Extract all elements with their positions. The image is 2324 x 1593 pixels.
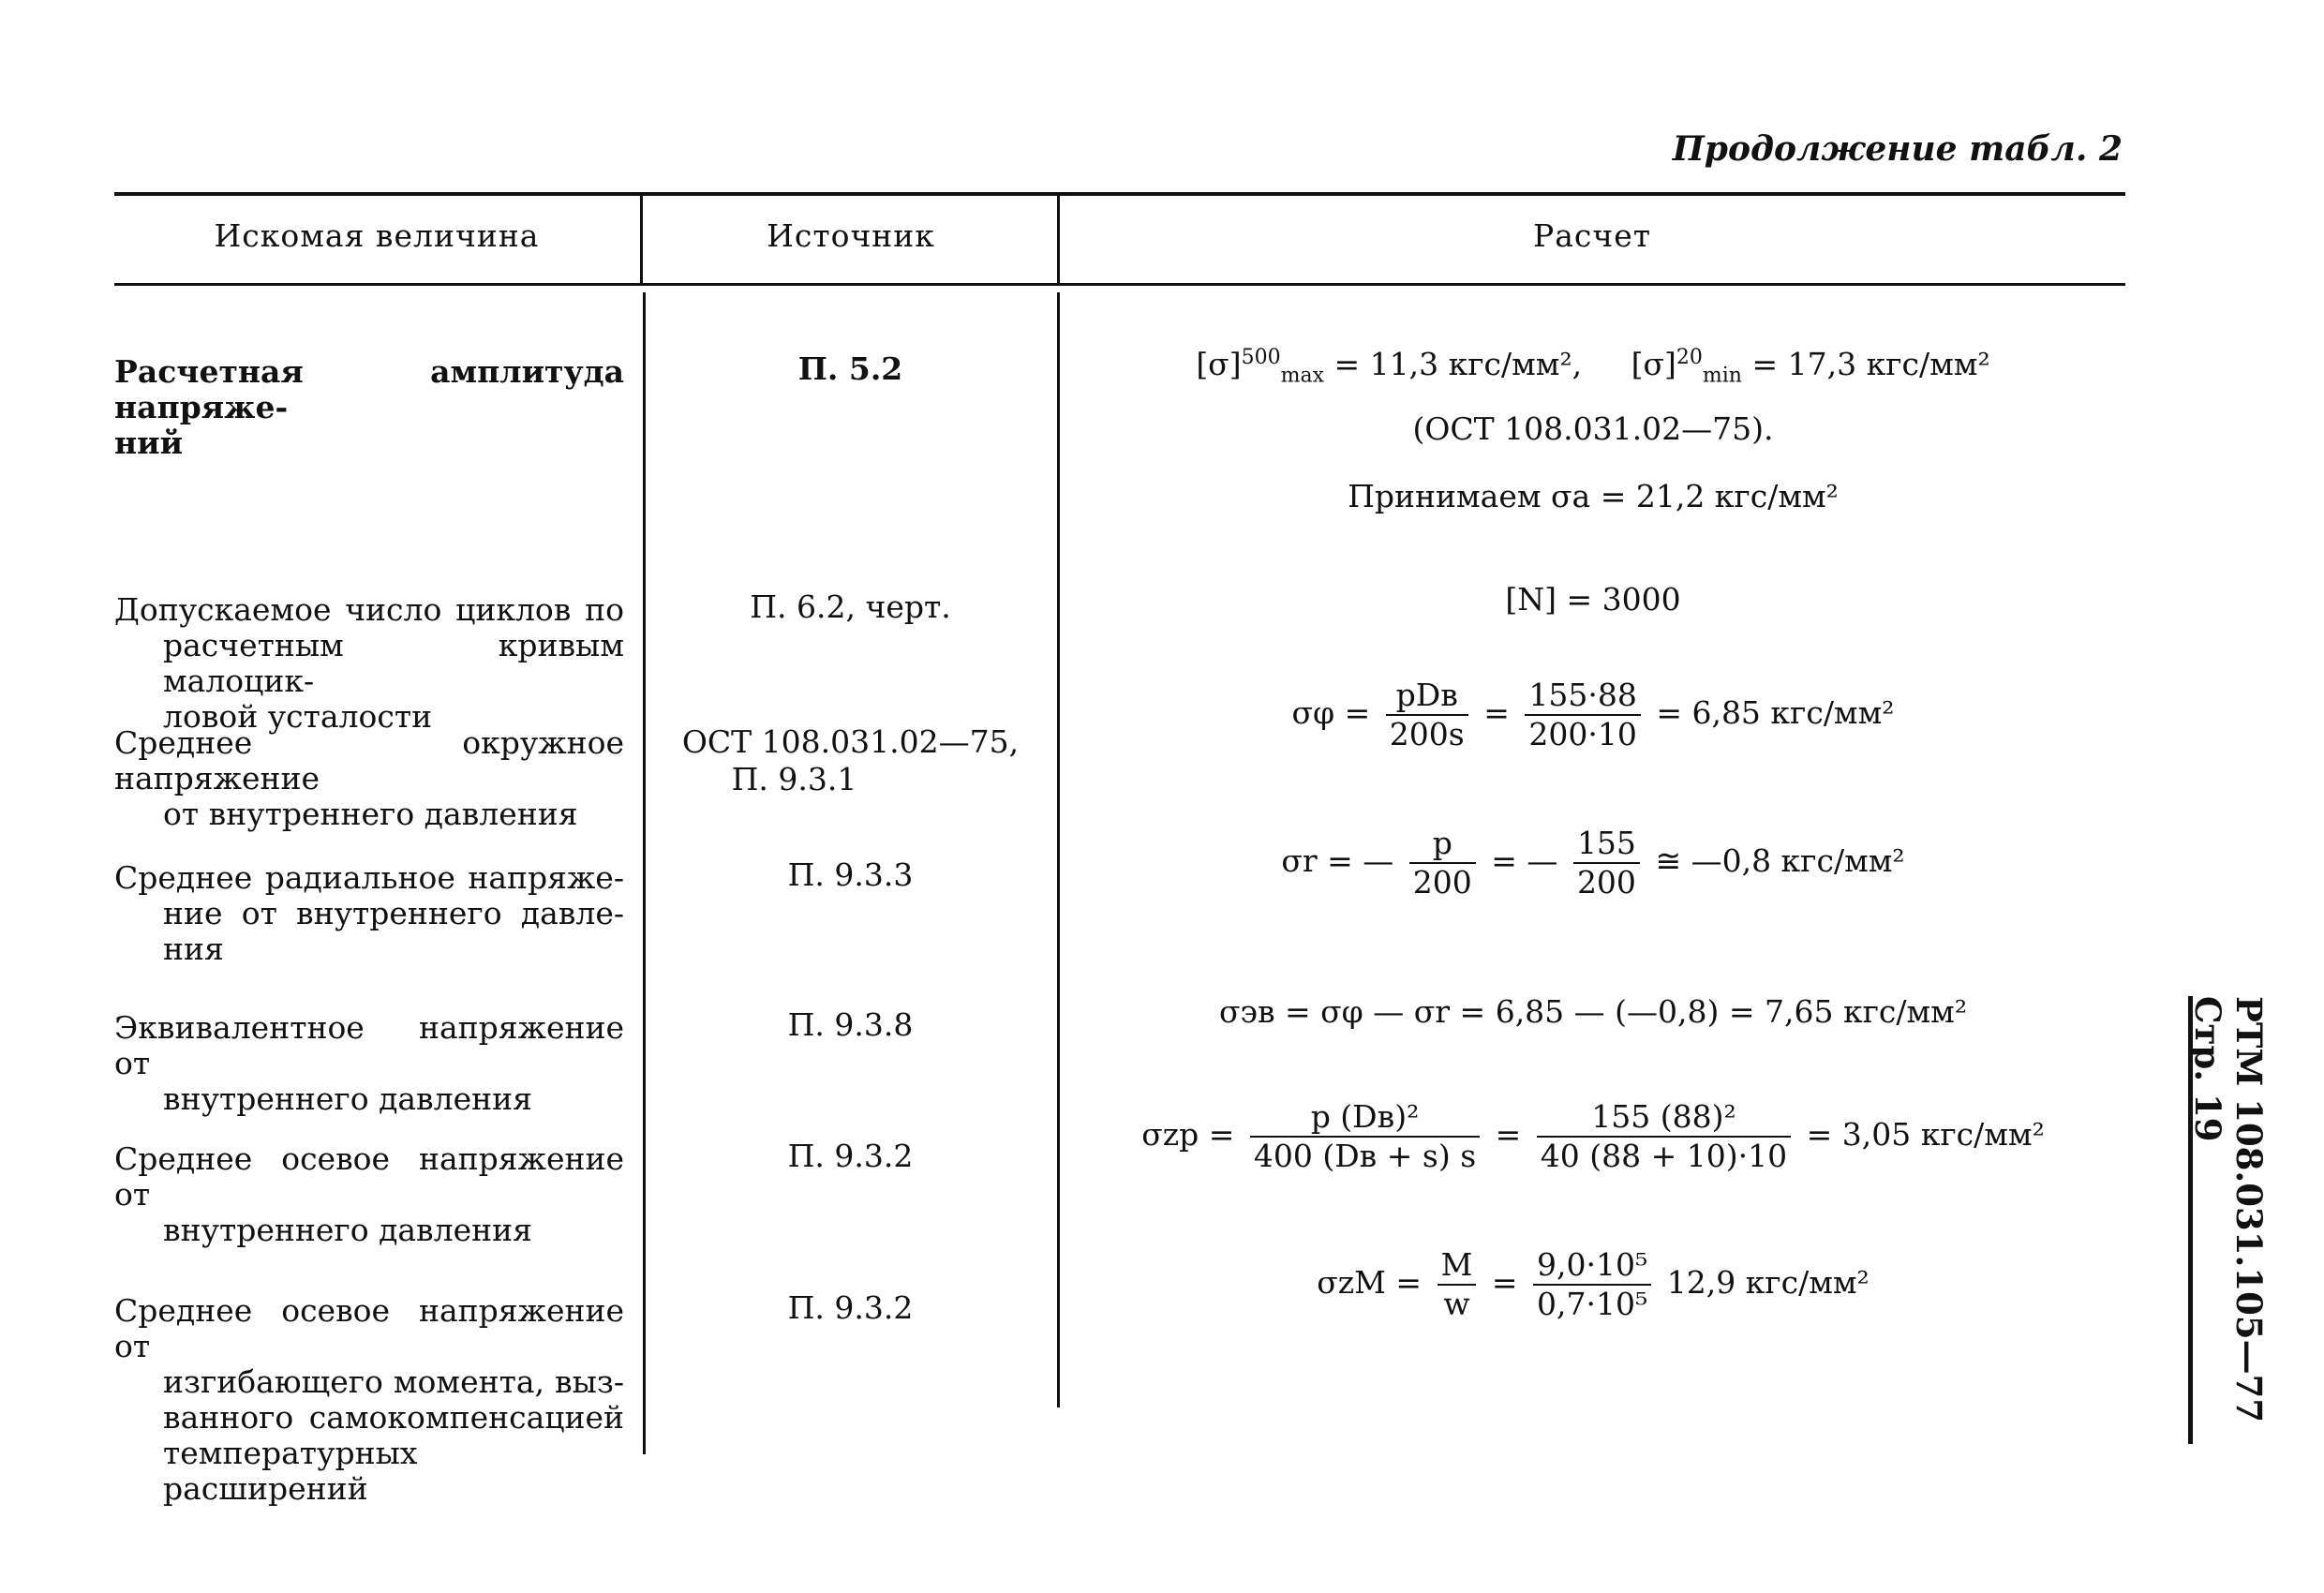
side-document-label: РТМ 108.031.105—77 Стр. 19 xyxy=(2187,996,2270,1423)
row-name: Среднее окружное напряжение от внутреннего давления xyxy=(114,724,624,832)
col-divider-1 xyxy=(643,292,646,1454)
row-name: Допускаемое число циклов по расчетным кривым малоцик- ловой усталости xyxy=(114,591,624,735)
row-calc: σzM = $\frac{M}{w}$ = $\frac{\text{9,0·10⁵}}{\text{0,7·10⁵}}$ 12,9 кгс/мм² xyxy=(1317,1246,1870,1322)
header-rule xyxy=(114,283,2125,286)
row-name: Среднее осевое напряжение от изгибающего момента, выз- ванного самокомпенсацией температурных расширений xyxy=(114,1292,624,1507)
fraction: $\frac{\text{9,0·10⁵}}{\text{0,7·10⁵}}$ xyxy=(1533,1246,1651,1323)
row-source: П. 9.3.3 xyxy=(787,856,914,893)
row-calc-standard: (ОСТ 108.031.02—75). xyxy=(1412,410,1774,447)
top-rule xyxy=(114,192,2125,196)
row-name: Среднее радиальное напряже- ние от внутреннего давле- ния xyxy=(114,859,624,967)
col-divider-2 xyxy=(1057,292,1060,1407)
row-calc: σr = — $\frac{p}{200}$ = — $\frac{155}{200}$ ≅ —0,8 кгс/мм² xyxy=(1281,825,1905,901)
fraction: $\frac{p}{200}$ xyxy=(1409,825,1476,901)
row-source: П. 5.2 xyxy=(797,350,903,387)
row-calc: σэв = σφ — σr = 6,85 — (—0,8) = 7,65 кгс/мм² xyxy=(1218,993,1968,1030)
row-source: П. 6.2, черт. xyxy=(750,588,951,625)
fraction: $\frac{155}{200}$ xyxy=(1573,825,1640,901)
table-continuation-title: Продолжение табл. 2 xyxy=(1672,129,2123,169)
fraction: $\frac{M}{w}$ xyxy=(1438,1246,1477,1323)
fraction: $\frac{\text{155 (88)²}}{40 (88 + 10)\cdot 10}$ xyxy=(1537,1098,1791,1175)
row-source: П. 9.3.2 xyxy=(787,1289,914,1326)
row-calc: [N] = 3000 xyxy=(1505,581,1681,618)
column-header-calc: Расчет xyxy=(1533,217,1651,254)
row-calc: σzp = $\frac{\text{p (Dв)²}}{400 (Dв + s) s}$ = $\frac{\text{155 (88)²}}{40 (88 + 10)\cdot 10}$ = 3,05 кгс/мм² xyxy=(1141,1098,2045,1174)
row-name: Расчетная амплитуда напряже- ний xyxy=(114,353,624,461)
sigma-min-symbol: $[\sigma]^{20}_{min}$ xyxy=(1631,346,1742,388)
fraction: $\frac{\text{p (Dв)²}}{400 (Dв + s) s}$ xyxy=(1250,1098,1480,1175)
col-divider-1-head xyxy=(640,196,643,283)
row-source: П. 9.3.8 xyxy=(787,1006,914,1043)
column-header-name: Искомая величина xyxy=(214,217,540,254)
row-calc: σφ = $\frac{\text{pDв}}{200s}$ = $\frac{155\cdot 88}{200\cdot 10}$ = 6,85 кгс/мм² xyxy=(1291,677,1895,752)
row-calc-accepted: Принимаем σa = 21,2 кгс/мм² xyxy=(1348,478,1839,514)
fraction: $\frac{\text{pDв}}{200s}$ xyxy=(1386,677,1468,753)
fraction: $\frac{155\cdot 88}{200\cdot 10}$ xyxy=(1525,677,1640,753)
row-name: Эквивалентное напряжение от внутреннего давления xyxy=(114,1009,624,1117)
row-name: Среднее осевое напряжение от внутреннего давления xyxy=(114,1140,624,1248)
sigma-max-symbol: $[\sigma]^{500}_{max}$ xyxy=(1196,346,1324,388)
column-header-source: Источник xyxy=(767,217,935,254)
row-calc: $[\sigma]^{500}_{max} = 11,3$ кгс/мм², $[\sigma]^{20}_{min} = 17,3$ кгс/мм² xyxy=(1196,346,1990,388)
row-source: ОСТ 108.031.02—75, П. 9.3.1 xyxy=(681,723,1020,797)
row-source: П. 9.3.2 xyxy=(787,1138,914,1174)
